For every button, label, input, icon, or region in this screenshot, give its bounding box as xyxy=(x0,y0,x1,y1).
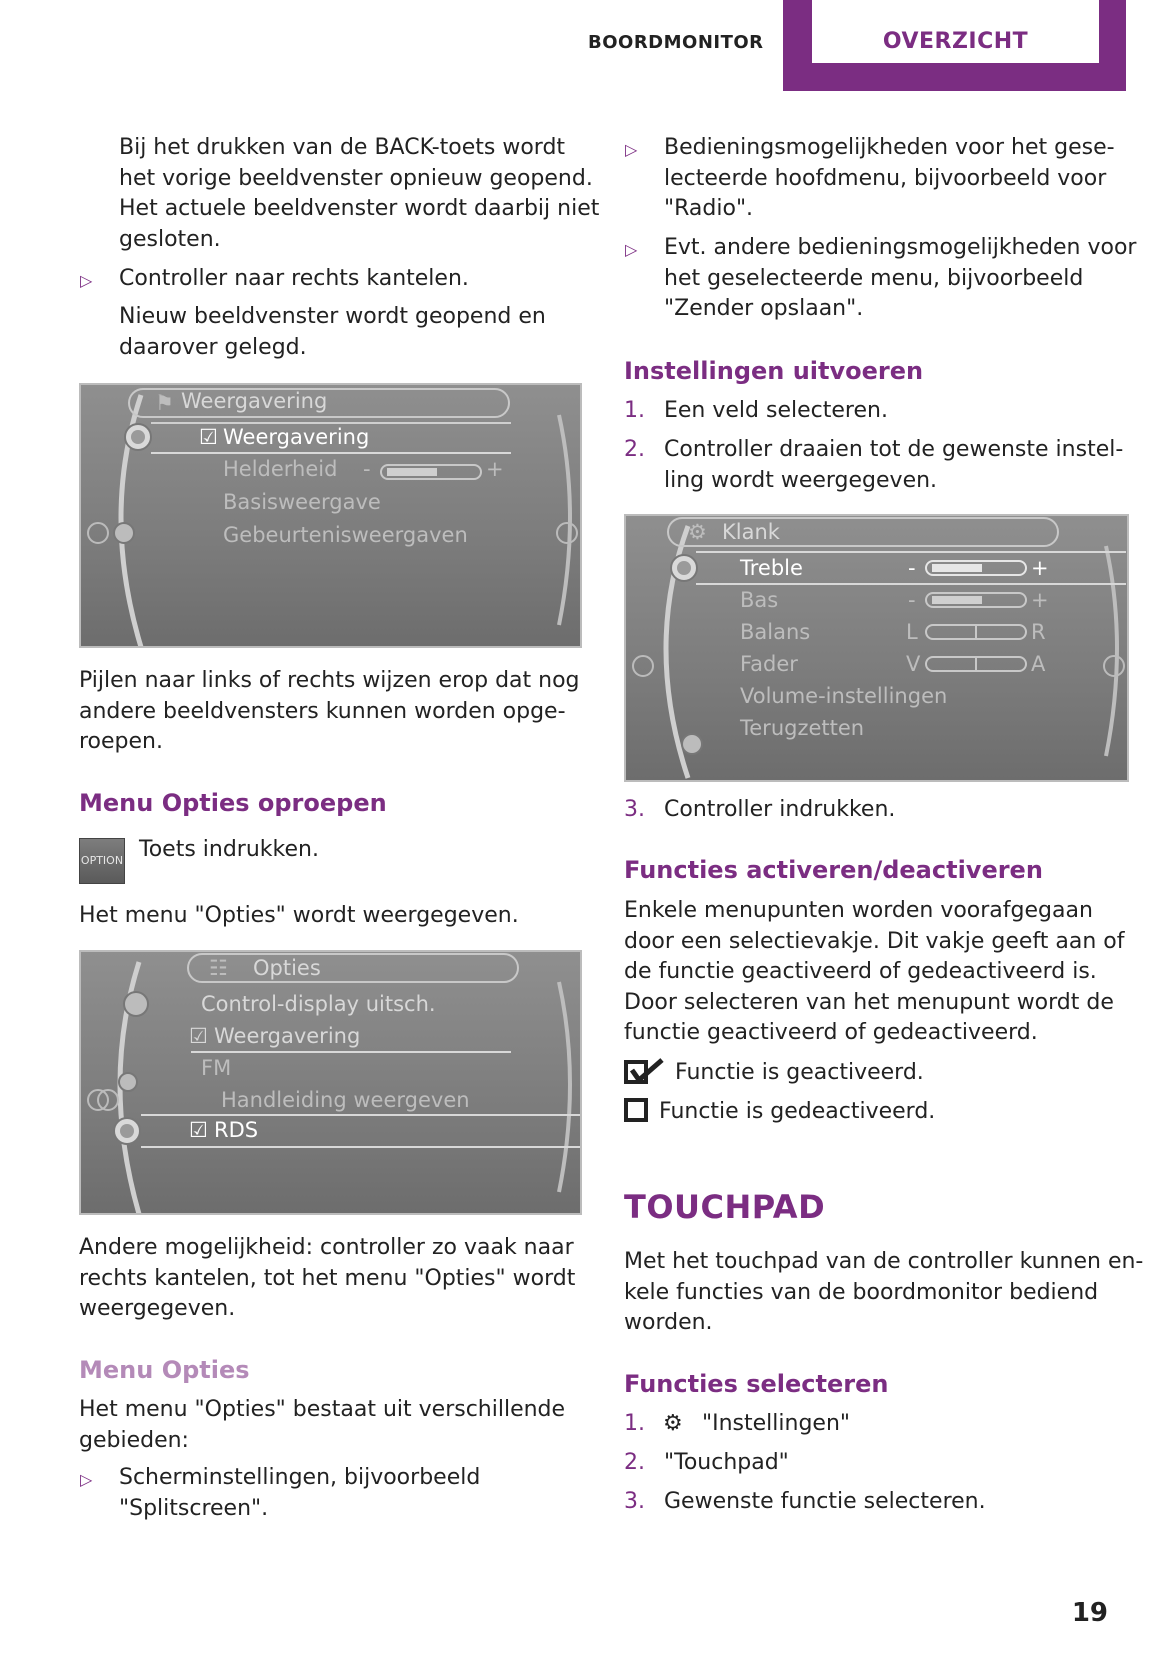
screen3-item: Treble xyxy=(740,556,803,580)
screen3-balance-r: R xyxy=(1031,620,1046,644)
screen3-minus: - xyxy=(908,588,916,612)
screen-klank xyxy=(624,514,1129,782)
header-section: BOORDMONITOR xyxy=(588,32,764,53)
screen3-item: Balans xyxy=(740,620,811,644)
step-number: 3. xyxy=(624,797,645,822)
other-option-paragraph: Andere mogelijkheid: controller zo vaak naar rechts kantelen, tot het menu "Opties" wordt weergegeven. xyxy=(79,1235,576,1321)
screen-opties xyxy=(79,950,582,1215)
bullet-scherminstellingen: Scherminstellingen, bijvoorbeeld "Splitscreen". xyxy=(119,1465,481,1521)
screen1-check-icon: ☑ xyxy=(199,425,218,449)
screen3-minus: - xyxy=(908,556,916,580)
heading-instellingen-uitvoeren: Instellingen uitvoeren xyxy=(624,357,924,385)
arrows-paragraph: Pijlen naar links of rechts wijzen erop dat nog andere beeldvensters kunnen worden opge- roepen. xyxy=(79,668,580,754)
screen1-title: Weergavering xyxy=(181,389,328,413)
inactive-text: Functie is gedeactiveerd. xyxy=(659,1099,936,1124)
settings-gear-icon: ⚙ xyxy=(663,1411,683,1436)
bullet-tilt-right: Controller naar rechts kantelen. xyxy=(119,266,469,291)
screen3-item: Volume-instellingen xyxy=(740,684,948,708)
step-number: 3. xyxy=(624,1489,645,1514)
bullet-triangle-icon: ▷ xyxy=(625,240,638,259)
opties-shown-text: Het menu "Opties" wordt weergegeven. xyxy=(79,903,519,928)
screen2-title: Opties xyxy=(253,956,321,980)
screen2-item: Handleiding weergeven xyxy=(221,1088,470,1112)
back-key-paragraph: Bij het drukken van de BACK-toets wordt het vorige beeldvenster opnieuw geopend. Het actuele beeldvenster wordt daarbij niet gesloten. xyxy=(119,135,600,252)
screen1-slider-minus: - xyxy=(363,457,371,481)
screen2-check-icon: ☑ xyxy=(189,1118,208,1142)
screen3-fader-v: V xyxy=(906,652,921,676)
page-number: 19 xyxy=(1071,1598,1108,1628)
screen3-title: Klank xyxy=(722,520,780,544)
step-text: Een veld selecteren. xyxy=(664,398,888,423)
checkbox-paragraph: Enkele menupunten worden voorafgegaan door een selectievakje. Dit vakje geeft aan of de functie geactiveerd of gedeactiveerd is. Door selecteren van het menupunt wordt de functie geactiveerd of gedeactiveerd. xyxy=(624,898,1125,1045)
screen3-item: Terugzetten xyxy=(740,716,865,740)
bullet-triangle-icon: ▷ xyxy=(625,140,638,159)
step-number: 2. xyxy=(624,437,645,462)
screen1-title-icon: ⚑ xyxy=(155,391,174,415)
screen3-fader-a: A xyxy=(1031,652,1046,676)
screen2-check-icon: ☑ xyxy=(189,1024,208,1048)
header-tab: OVERZICHT xyxy=(812,0,1099,63)
screen3-item: Fader xyxy=(740,652,798,676)
bullet-hoofdmenu: Bedieningsmogelijkheden voor het gese- lecteerde hoofdmenu, bijvoorbeeld voor "Radio". xyxy=(664,135,1115,221)
step-text: "Touchpad" xyxy=(664,1450,789,1475)
touchpad-paragraph: Met het touchpad van de controller kunnen en- kele functies van de boordmonitor bediend worden. xyxy=(624,1249,1144,1335)
screen3-decoration xyxy=(626,516,1129,782)
opties-areas-paragraph: Het menu "Opties" bestaat uit verschillende gebieden: xyxy=(79,1397,566,1453)
step-number: 1. xyxy=(624,398,645,423)
heading-menu-opties-oproepen: Menu Opties oproepen xyxy=(79,789,387,817)
screen1-item: Basisweergave xyxy=(223,490,381,514)
screen2-title-icon: ☷ xyxy=(209,956,228,980)
screen-weergavering xyxy=(79,383,582,648)
bullet-triangle-icon: ▷ xyxy=(80,271,93,290)
new-window-paragraph: Nieuw beeldvenster wordt geopend en daarover gelegd. xyxy=(119,304,546,360)
step-text: Gewenste functie selecteren. xyxy=(664,1489,986,1514)
screen2-item: Weergavering xyxy=(214,1024,361,1048)
screen1-item: Gebeurtenisweergaven xyxy=(223,523,468,547)
heading-touchpad: TOUCHPAD xyxy=(624,1188,826,1226)
step-number: 1. xyxy=(624,1411,645,1436)
heading-functies-activeren: Functies activeren/deactiveren xyxy=(624,856,1043,884)
step-number: 2. xyxy=(624,1450,645,1475)
checkbox-checked-icon xyxy=(624,1058,666,1086)
heading-menu-opties: Menu Opties xyxy=(79,1356,250,1384)
bullet-triangle-icon: ▷ xyxy=(80,1470,93,1489)
step-text: Controller indrukken. xyxy=(664,797,896,822)
active-text: Functie is geactiveerd. xyxy=(675,1060,924,1085)
screen1-slider-plus: + xyxy=(486,457,504,481)
screen3-item: Bas xyxy=(740,588,779,612)
toets-text: Toets indrukken. xyxy=(139,837,319,862)
option-button-icon: OPTION xyxy=(79,838,125,884)
bullet-andere: Evt. andere bedieningsmogelijkheden voor het geselecteerde menu, bijvoorbeeld "Zender opslaan". xyxy=(664,235,1137,321)
screen1-item: Helderheid xyxy=(223,457,338,481)
screen2-item: FM xyxy=(201,1056,232,1080)
screen2-item: Control-display uitsch. xyxy=(201,992,436,1016)
screen2-item: RDS xyxy=(214,1118,259,1142)
step-text: Controller draaien tot de gewenste instel- ling wordt weergegeven. xyxy=(664,437,1124,493)
step-text: "Instellingen" xyxy=(702,1411,851,1436)
heading-functies-selecteren: Functies selecteren xyxy=(624,1370,889,1398)
screen3-gear-icon: ⚙ xyxy=(688,520,707,544)
screen1-item: Weergavering xyxy=(223,425,370,449)
screen3-plus: + xyxy=(1031,556,1049,580)
checkbox-unchecked-icon xyxy=(624,1098,648,1122)
screen3-plus: + xyxy=(1031,588,1049,612)
screen3-balance-l: L xyxy=(906,620,918,644)
